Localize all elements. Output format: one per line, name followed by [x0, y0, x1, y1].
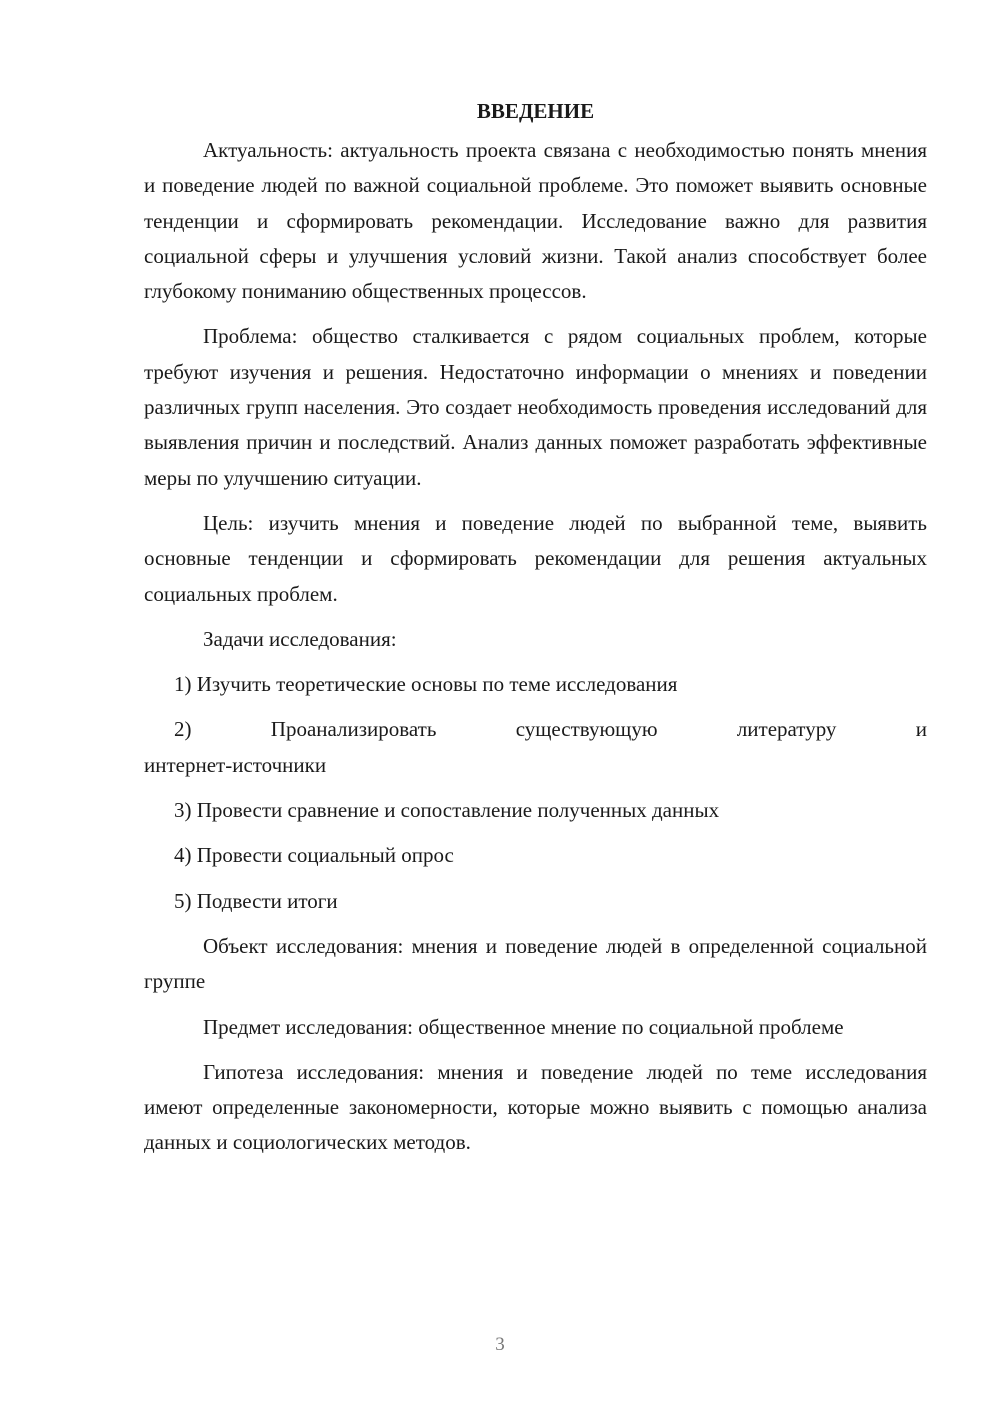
task-item-2-word: существующую — [515, 717, 658, 742]
task-item-2-first-line — [144, 712, 927, 747]
task-item-1: 1) Изучить теоретические основы по теме исследования — [174, 672, 678, 697]
hypothesis-paragraph: Гипотеза исследования: мнения и поведение людей по теме исследования имеют определенные закономерности, которые можно выявить с помощью анализа данных и социологических методов. — [144, 1059, 927, 1155]
document-page — [144, 92, 927, 1171]
section-title: ВВЕДЕНИЕ — [476, 99, 595, 123]
relevance-paragraph: Актуальность: актуальность проекта связана с необходимостью понять мнения и поведение людей по важной социальной проблеме. Это поможет выявить основные тенденции и сформировать рекомендации. Исследование важно для развития социальной сферы и улучшения условий жизни. Такой анализ способствует более глубокому пониманию общественных процессов. — [144, 138, 927, 304]
page-number: 3 — [495, 1334, 505, 1355]
subject-paragraph: Предмет исследования: общественное мнение по социальной проблеме — [203, 1014, 844, 1039]
problem-paragraph: Проблема: общество сталкивается с рядом социальных проблем, которые требуют изучения и решения. Недостаточно информации о мнениях и поведении различных групп населения. Это создает необходимость проведения исследований для выявления причин и последствий. Анализ данных поможет разработать эффективные меры по улучшению ситуации. — [144, 324, 927, 490]
task-item-2-word: Проанализировать — [270, 717, 437, 742]
object-paragraph: Объект исследования: мнения и поведение людей в определенной социальной группе — [144, 933, 927, 994]
task-item-2-word: 2) — [174, 717, 192, 742]
task-item-2-word: литературу — [736, 717, 837, 742]
task-item-4: 4) Провести социальный опрос — [174, 843, 454, 868]
task-item-2-continuation: интернет-источники — [144, 752, 327, 777]
goal-paragraph: Цель: изучить мнения и поведение людей по выбранной теме, выявить основные тенденции и сформировать рекомендации для решения актуальных социальных проблем. — [144, 510, 927, 606]
task-item-2-word: и — [915, 717, 927, 742]
task-item-2 — [144, 712, 927, 783]
tasks-heading: Задачи исследования: — [203, 626, 397, 651]
task-item-5: 5) Подвести итоги — [174, 888, 338, 913]
task-item-3: 3) Провести сравнение и сопоставление полученных данных — [174, 798, 720, 823]
